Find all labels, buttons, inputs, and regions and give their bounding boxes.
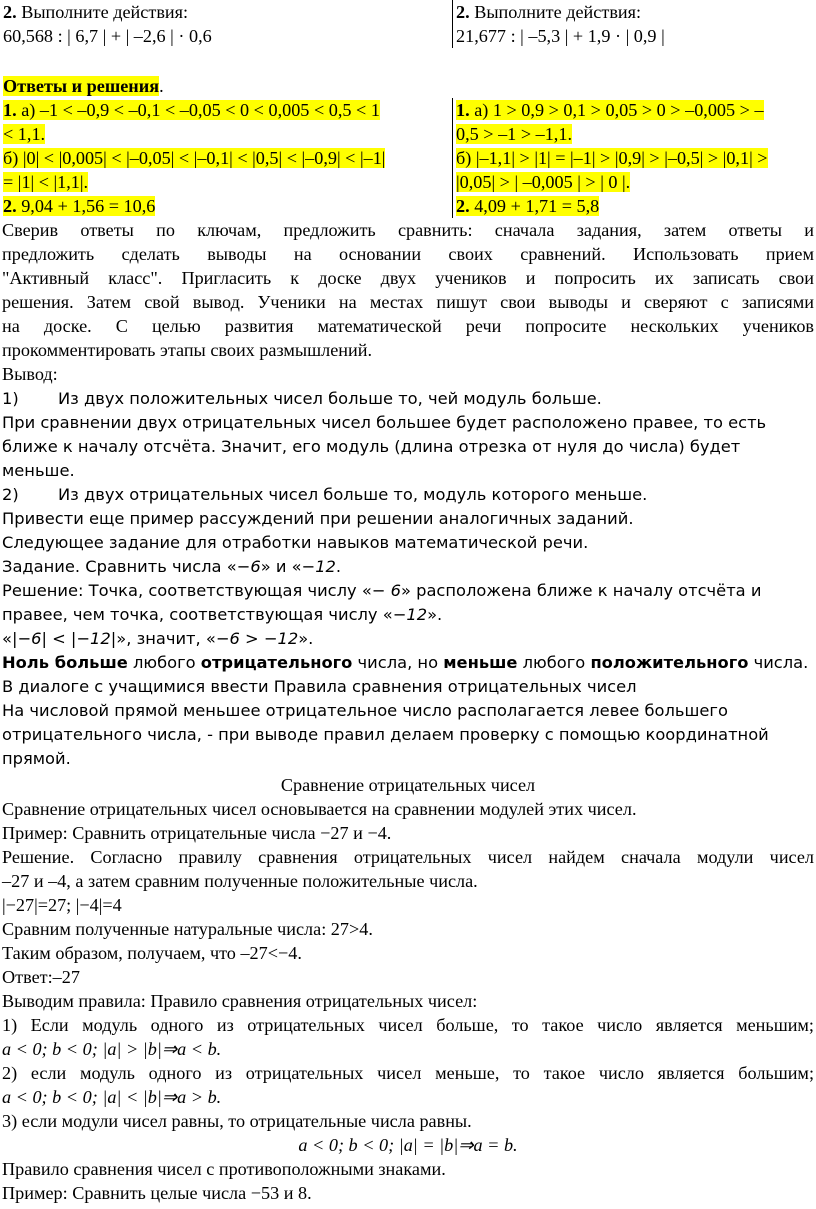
para-line-5: на доске. С целью развития математической речи попросите нескольких учеников bbox=[2, 316, 814, 336]
task-value-1: −6 bbox=[236, 557, 261, 576]
section-line-9: Выводим правила: Правило сравнения отрицательных чисел: bbox=[2, 991, 478, 1011]
answers-left-1-number: 1. bbox=[3, 100, 17, 120]
conclusion-p3: Следующее задание для отработки навыков математической речи. bbox=[2, 533, 589, 552]
section-line-11: Пример: Сравнить целые числа −53 и 8. bbox=[2, 1183, 312, 1203]
solution2-text-a: правее, чем точка, соответствующая числу « bbox=[2, 605, 393, 624]
zero-rule-t1: любого bbox=[127, 653, 201, 672]
solution2-text-b: ». bbox=[427, 605, 443, 624]
task2-right-cell bbox=[453, 0, 816, 48]
conclusion-p2: Привести еще пример рассуждений при решении аналогичных заданий. bbox=[2, 509, 634, 528]
zero-rule-t2: числа, но bbox=[352, 653, 444, 672]
answers-left-1a-line2: < 1,1. bbox=[3, 124, 46, 144]
conclusion-p1-line3: меньше. bbox=[2, 461, 75, 480]
answers-right-1-number: 1. bbox=[456, 100, 470, 120]
section-line-10: Правило сравнения чисел с противоположными знаками. bbox=[2, 1159, 446, 1179]
answers-right-2-number: 2. bbox=[456, 196, 470, 216]
answers-right-1a-line2: 0,5 > –1 > –1,1. bbox=[456, 124, 572, 144]
conclusion-p1-line2: ближе к началу отсчёта. Значит, его модуль (длина отрезка от нуля до числа) будет bbox=[2, 437, 741, 456]
zero-rule-b1: Ноль больше bbox=[2, 653, 128, 672]
section-line-6: Сравним полученные натуральные числа: 27>4. bbox=[2, 919, 373, 939]
answers-right-1b-line2: |0,05| > | –0,005 | > | 0 |. bbox=[456, 172, 631, 192]
modulus-value-2: −6 > −12 bbox=[215, 629, 299, 648]
section-line-1: Сравнение отрицательных чисел основывается на сравнении модулей этих чисел. bbox=[2, 799, 637, 819]
solution-text-b: » расположена ближе к началу отсчёта и bbox=[400, 581, 762, 600]
answers-left-2-text: 9,04 + 1,56 = 10,6 bbox=[16, 196, 156, 216]
negative-comparison-section bbox=[2, 773, 814, 1205]
zero-rule-t3: любого bbox=[517, 653, 591, 672]
dialog-line-4: прямой. bbox=[2, 749, 71, 768]
compare-solution-line2 bbox=[2, 603, 814, 627]
task-value-2: −12 bbox=[301, 557, 336, 576]
para-line-6: прокомментировать этапы своих размышлений. bbox=[2, 340, 373, 360]
rule-2-text: 2) если модуль одного из отрицательных чисел меньше, то такое число является большим; bbox=[2, 1063, 814, 1083]
task-text-b: » и « bbox=[260, 557, 302, 576]
task2-left-title: Выполните действия: bbox=[16, 2, 189, 22]
task2-table bbox=[0, 0, 816, 48]
modulus-text-a: « bbox=[2, 629, 12, 648]
conclusion-block bbox=[2, 387, 814, 555]
dialog-line-3: отрицательного числа, - при выводе правил делаем проверку с помощью координатной bbox=[2, 725, 769, 744]
section-line-5: |−27|=27; |−4|=4 bbox=[2, 895, 122, 915]
task2-left-number: 2. bbox=[3, 2, 17, 22]
task2-left-cell bbox=[0, 0, 453, 48]
answers-left-cell bbox=[0, 98, 453, 218]
modulus-text-c: ». bbox=[298, 629, 314, 648]
answers-left-1b-line1: б) |0| < |0,005| < |–0,05| < |–0,1| < |0,5| < |–0,9| < |–1| bbox=[3, 148, 386, 168]
answers-left-1a-line1: а) –1 < –0,9 < –0,1 < –0,05 < 0 < 0,005 < 0,5 < 1 bbox=[16, 100, 380, 120]
task2-right-number: 2. bbox=[456, 2, 470, 22]
zero-rule-b2: отрицательного bbox=[200, 653, 353, 672]
answers-right-1a-line1: а) 1 > 0,9 > 0,1 > 0,05 > 0 > –0,005 > – bbox=[469, 100, 764, 120]
answers-left-1b-line2: = |1| < |1,1|. bbox=[3, 172, 89, 192]
section-title: Сравнение отрицательных чисел bbox=[280, 775, 536, 795]
solution-text-a: Решение: Точка, соответствующая числу « bbox=[2, 581, 372, 600]
para-line-2: предложить сделать выводы на основании своих сравнений. Использовать прием bbox=[2, 244, 814, 264]
answers-right-1b-line1: б) |–1,1| > |1| = |–1| > |0,9| > |–0,5| > |0,1| > bbox=[456, 148, 768, 168]
solution-value-1: − 6 bbox=[371, 581, 401, 600]
dialog-line-2: На числовой прямой меньшее отрицательное число располагается левее большего bbox=[2, 701, 728, 720]
conclusion-number-1: 1) bbox=[2, 389, 19, 408]
conclusion-p1-line1: При сравнении двух отрицательных чисел большее будет расположено правее, то есть bbox=[2, 413, 767, 432]
zero-rule-t4: числа. bbox=[748, 653, 809, 672]
dialog-line-1: В диалоге с учащимися ввести Правила сравнения отрицательных чисел bbox=[2, 677, 637, 696]
compare-modulus-line bbox=[2, 627, 814, 651]
task-text-c: . bbox=[335, 557, 342, 576]
answers-title-line bbox=[3, 74, 816, 98]
zero-rule-b4: положительного bbox=[590, 653, 749, 672]
section-line-7: Таким образом, получаем, что –27<−4. bbox=[2, 943, 302, 963]
compare-solution-line1 bbox=[2, 579, 814, 603]
rule-1-text: 1) Если модуль одного из отрицательных чисел больше, то такое число является меньшим; bbox=[2, 1015, 814, 1035]
modulus-value-1: |−6| < |−12| bbox=[11, 629, 117, 648]
instruction-paragraph bbox=[2, 218, 814, 386]
answers-table bbox=[0, 98, 816, 218]
rule-1-math: a < 0; b < 0; |a| > |b|⇒a < b. bbox=[2, 1039, 222, 1059]
conclusion-rule-1: Из двух положительных чисел больше то, чей модуль больше. bbox=[58, 389, 602, 408]
task2-right-title: Выполните действия: bbox=[469, 2, 642, 22]
rule-2-math: a < 0; b < 0; |a| < |b|⇒a > b. bbox=[2, 1087, 222, 1107]
section-line-4: –27 и –4, а затем сравним полученные положительные числа. bbox=[2, 871, 478, 891]
conclusion-number-2: 2) bbox=[2, 485, 19, 504]
rule-3-text: 3) если модули чисел равны, то отрицательные числа равны. bbox=[2, 1111, 472, 1131]
task-text-a: Задание. Сравнить числа « bbox=[2, 557, 237, 576]
answers-left-2-number: 2. bbox=[3, 196, 17, 216]
para-line-3: "Активный класс". Пригласить к доске двух учеников и попросить их записать свои bbox=[2, 268, 814, 288]
solution2-value: −12 bbox=[392, 605, 428, 624]
conclusion-rule-2: Из двух отрицательных чисел больше то, модуль которого меньше. bbox=[58, 485, 648, 504]
zero-rule-b3: меньше bbox=[443, 653, 518, 672]
para-conclusion-label: Вывод: bbox=[2, 364, 58, 384]
task2-right-expression: 21,677 : | –5,3 | + 1,9 · | 0,9 | bbox=[456, 26, 665, 46]
compare-task-block bbox=[2, 555, 814, 771]
answers-title-dot: . bbox=[159, 76, 164, 96]
answers-right-cell bbox=[453, 98, 816, 218]
modulus-text-b: », значит, « bbox=[116, 629, 216, 648]
section-line-8: Ответ:–27 bbox=[2, 967, 80, 987]
section-line-2: Пример: Сравнить отрицательные числа −27 и −4. bbox=[2, 823, 392, 843]
compare-task-line bbox=[2, 555, 814, 579]
answers-title: Ответы и решения bbox=[3, 76, 160, 96]
para-line-1: Сверив ответы по ключам, предложить сравнить: сначала задания, затем ответы и bbox=[2, 220, 814, 240]
para-line-4: решения. Затем свой вывод. Ученики на местах пишут свои выводы и сверяют с записями bbox=[2, 292, 814, 312]
rule-3-math: a < 0; b < 0; |a| = |b|⇒a = b. bbox=[298, 1135, 518, 1155]
task2-left-expression: 60,568 : | 6,7 | + | –2,6 | · 0,6 bbox=[3, 26, 212, 46]
zero-rule-line bbox=[2, 651, 814, 675]
answers-right-2-text: 4,09 + 1,71 = 5,8 bbox=[469, 196, 600, 216]
section-line-3: Решение. Согласно правилу сравнения отрицательных чисел найдем сначала модули чисел bbox=[2, 847, 814, 867]
